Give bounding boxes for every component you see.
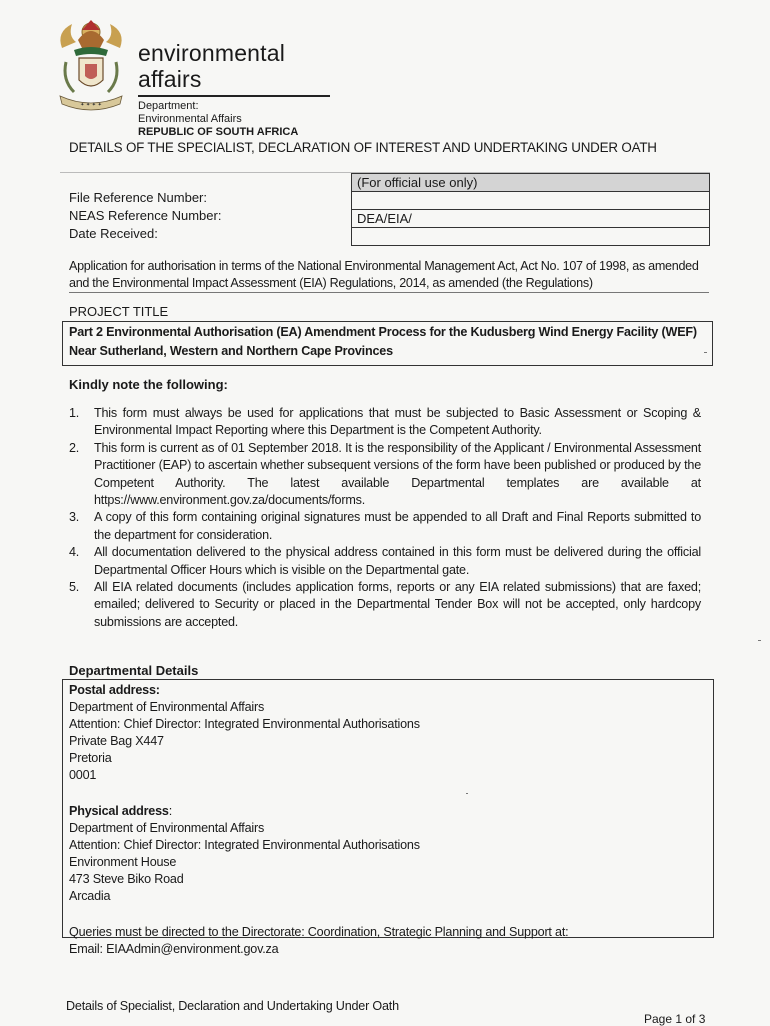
notes-heading: Kindly note the following: xyxy=(69,377,228,392)
note-item xyxy=(69,544,701,579)
postal-address-line: 0001 xyxy=(69,768,97,782)
brand-divider xyxy=(138,95,330,97)
neas-reference-field[interactable]: DEA/EIA/ xyxy=(352,210,709,228)
note-text: All EIA related documents (includes application forms, reports or any EIA related submissions) that are faxed; emailed; delivered to Security or placed in the Departmental Tender Box will not be accepted, only hardcopy submissions are accepted. xyxy=(94,580,701,629)
note-number: 1. xyxy=(69,406,80,420)
note-text: This form must always be used for applications that must be subjected to Basic Assessment or Scoping & Environmental Impact Reporting where this Department is the Competent Authority. xyxy=(94,406,701,438)
physical-address-line: Attention: Chief Director: Integrated Environmental Authorisations xyxy=(69,838,420,852)
physical-address-line: Arcadia xyxy=(69,889,111,903)
file-reference-field[interactable] xyxy=(352,192,709,210)
scan-speck xyxy=(466,793,468,794)
application-divider xyxy=(69,292,709,293)
reference-labels xyxy=(69,189,221,243)
scan-speck xyxy=(704,352,707,353)
brand-block xyxy=(138,40,338,139)
department-label: Department: xyxy=(138,100,199,112)
queries-text: Queries must be directed to the Directorate: Coordination, Strategic Planning and Support at: xyxy=(69,925,569,939)
note-number: 5. xyxy=(69,580,80,595)
postal-address-label: Postal address: xyxy=(69,683,160,697)
postal-address-line: Pretoria xyxy=(69,751,112,765)
project-title-line-2: Near Sutherland, Western and Northern Cape Provinces xyxy=(69,344,393,358)
note-item xyxy=(69,579,701,631)
coat-of-arms-icon xyxy=(52,18,130,114)
note-item xyxy=(69,509,701,544)
official-use-box xyxy=(351,173,710,246)
physical-address-colon: : xyxy=(168,804,173,818)
note-text: A copy of this form containing original signatures must be appended to all Draft and Final Reports submitted to the department for consideration. xyxy=(94,510,701,542)
official-use-heading: (For official use only) xyxy=(352,174,709,192)
country-name: REPUBLIC OF SOUTH AFRICA xyxy=(138,126,299,138)
note-text: This form is current as of 01 September 2018. It is the responsibility of the Applicant / Environmental Assessment Practitioner (EAP) to ascertain whether subsequent versions of the form have been published or produced by the Competent Authority. The latest available Departmental templates are available at https://www.environment.gov.za/documents/forms. xyxy=(94,440,701,508)
postal-address-line: Department of Environmental Affairs xyxy=(69,700,265,714)
postal-address-line: Private Bag X447 xyxy=(69,734,164,748)
page-number: Page 1 of 3 xyxy=(644,1012,706,1026)
departmental-details-heading: Departmental Details xyxy=(69,663,199,678)
project-title-label: PROJECT TITLE xyxy=(69,304,169,319)
physical-address-line: Department of Environmental Affairs xyxy=(69,821,265,835)
department-name: Environmental Affairs xyxy=(138,113,242,125)
neas-reference-label: NEAS Reference Number: xyxy=(69,208,222,223)
svg-text:✦ ✦ ✦ ✦: ✦ ✦ ✦ ✦ xyxy=(80,102,102,108)
note-number: 3. xyxy=(69,510,80,525)
notes-list xyxy=(69,405,701,631)
scan-speck xyxy=(758,640,761,641)
date-received-label: Date Received: xyxy=(69,226,158,241)
note-number: 4. xyxy=(69,545,80,560)
physical-address-label xyxy=(69,803,713,820)
physical-address-line: Environment House xyxy=(69,855,177,869)
departmental-details-box xyxy=(62,679,714,956)
footer-document-name: Details of Specialist, Declaration and Undertaking Under Oath xyxy=(66,999,399,1013)
spacer xyxy=(69,784,713,803)
physical-address-line: 473 Steve Biko Road xyxy=(69,872,184,886)
spacer xyxy=(69,905,713,924)
postal-address-line: Attention: Chief Director: Integrated Environmental Authorisations xyxy=(69,717,420,731)
project-title-box xyxy=(62,321,713,366)
note-text: All documentation delivered to the physical address contained in this form must be delivered during the official Departmental Officer Hours which is visible on the Departmental gate. xyxy=(94,545,701,577)
note-number: 2. xyxy=(69,440,80,455)
physical-address-label-text: Physical address xyxy=(69,804,169,818)
project-title-line-1: Part 2 Environmental Authorisation (EA) Amendment Process for the Kudusberg Wind Energy Facility (WEF) xyxy=(69,325,697,339)
application-statement: Application for authorisation in terms of the National Environmental Management Act, Act No. 107 of 1998, as amended and the Environmental Impact Assessment (EIA) Regulations, 2014, as amended (the Regulations) xyxy=(69,259,699,290)
brand-title: environmental affairs xyxy=(138,40,286,92)
file-reference-label: File Reference Number: xyxy=(69,190,207,205)
email-link[interactable]: Email: EIAAdmin@environment.gov.za xyxy=(69,942,279,956)
note-item xyxy=(69,440,701,510)
document-title: DETAILS OF THE SPECIALIST, DECLARATION OF INTEREST AND UNDERTAKING UNDER OATH xyxy=(69,140,657,155)
note-item xyxy=(69,405,701,440)
date-received-field[interactable] xyxy=(352,228,709,245)
